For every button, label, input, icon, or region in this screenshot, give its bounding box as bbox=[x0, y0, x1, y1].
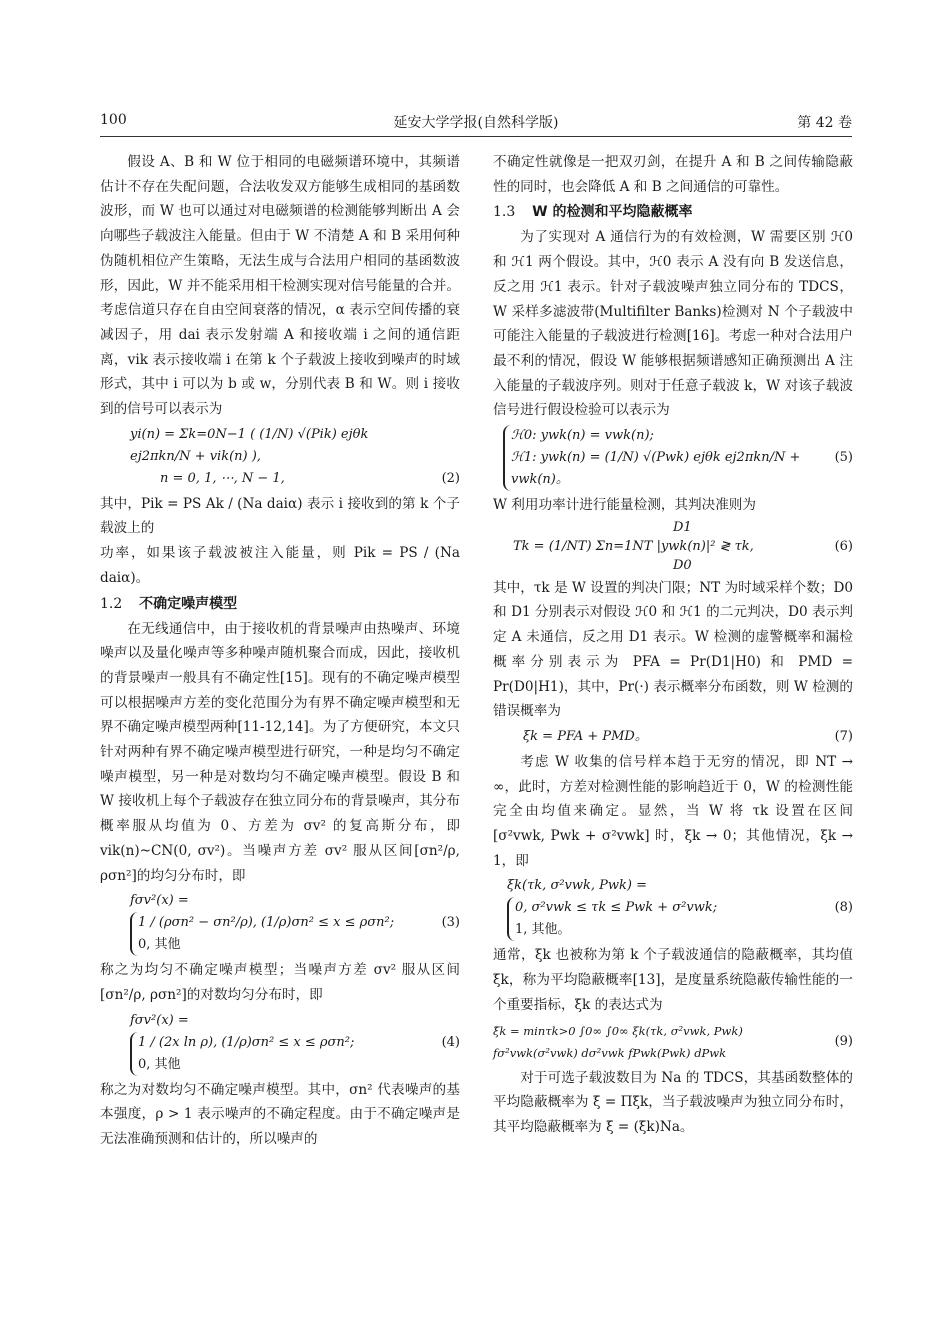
equation-6-tag: (6) bbox=[834, 538, 853, 554]
section-title: W 的检测和平均隐蔽概率 bbox=[532, 204, 693, 221]
equation-4-case1: 1 / (2x ln ρ), (1/ρ)σn² ≤ x ≤ ρσn²; bbox=[138, 1034, 355, 1050]
equation-3 bbox=[100, 890, 460, 956]
equation-2-tag: (2) bbox=[441, 470, 460, 486]
equation-5-tag: (5) bbox=[834, 450, 853, 466]
equation-6-lower-label: D0 bbox=[673, 557, 692, 573]
equation-6-main: Tk = (1/NT) Σn=1NT |ywk(n)|² ≷ τk, bbox=[513, 538, 754, 554]
equation-7-body: ξk = PFA + PMD。 bbox=[523, 728, 648, 744]
equation-8-case2: 1, 其他。 bbox=[515, 922, 571, 938]
equation-4-tag: (4) bbox=[441, 1034, 460, 1050]
equation-3-cases bbox=[130, 912, 394, 956]
equation-9-body: ξ̄k = minτk>0 ∫0∞ ∫0∞ ξk(τk, σ²vwk, Pwk) fσ²vwk(σ²vwk) dσ²vwk fPwk(Pwk) dPwk bbox=[493, 1023, 743, 1060]
equation-2-line1: yi(n) = Σk=0N−1 ( (1/N) √(Pik) ejθk ej2πkn/N + vik(n) ), bbox=[130, 426, 369, 464]
paragraph: 不确定性就像是一把双刃剑，在提升 A 和 B 之间传输隐蔽性的同时，也会降低 A 和 B 之间通信的可靠性。 bbox=[493, 154, 853, 195]
equation-2-line2: n = 0, 1, ⋯, N − 1, bbox=[160, 470, 285, 486]
right-column bbox=[493, 150, 853, 1140]
equation-6-upper-label: D1 bbox=[673, 519, 692, 535]
paragraph: 通常，ξk 也被称为第 k 个子载波通信的隐蔽概率，其均值 ξ̄k，称为平均隐蔽概率[13]，是度量系统隐蔽传输性能的一个重要指标，ξ̄k 的表达式为 bbox=[493, 947, 853, 1013]
equation-4-cases bbox=[130, 1032, 354, 1076]
equation-8-lhs: ξk(τk, σ²vwk, Pwk) = bbox=[507, 878, 647, 894]
journal-title: 延安大学学报(自然科学版) bbox=[393, 115, 559, 131]
equation-6 bbox=[493, 520, 853, 574]
equation-3-case1: 1 / (ρσn² − σn²/ρ), (1/ρ)σn² ≤ x ≤ ρσn²; bbox=[138, 915, 395, 931]
equation-5-case2: ℋ1: ywk(n) = (1/N) √(Pwk) ejθk ej2πkn/N + vwk(n)。 bbox=[511, 450, 801, 488]
equation-8 bbox=[493, 875, 853, 941]
paragraph: 功率，如果该子载波被注入能量，则 Pik = PS / (Na daiα)。 bbox=[100, 545, 460, 586]
paragraph: 对于可选子载波数目为 Na 的 TDCS，其基函数整体的平均隐蔽概率为 ξ̄ = Πξ̄k，当子载波噪声为独立同分布时，其平均隐蔽概率为 ξ̄ = (ξ̄k)Na。 bbox=[493, 1069, 853, 1135]
paragraph: 称之为对数均匀不确定噪声模型。其中，σn² 代表噪声的基本强度，ρ > 1 表示噪声的不确定程度。由于不确定噪声是无法准确预测和估计的，所以噪声的 bbox=[100, 1081, 460, 1148]
paragraph: 其中，Pik = PS Ak / (Na daiα) 表示 i 接收到的第 k 个子载波上的 bbox=[100, 495, 460, 537]
equation-7 bbox=[493, 726, 853, 748]
equation-3-tag: (3) bbox=[441, 915, 460, 931]
equation-4 bbox=[100, 1010, 460, 1076]
equation-8-tag: (8) bbox=[834, 900, 853, 916]
volume-label: 第 42 卷 bbox=[797, 115, 852, 131]
left-column bbox=[100, 150, 460, 1152]
equation-3-case2: 0, 其他 bbox=[138, 937, 181, 953]
equation-7-tag: (7) bbox=[834, 728, 853, 744]
equation-5-cases bbox=[503, 425, 809, 491]
header-rule bbox=[100, 136, 852, 137]
equation-9 bbox=[493, 1020, 853, 1064]
equation-2 bbox=[100, 424, 460, 490]
paragraph: 其中，τk 是 W 设置的判决门限；NT 为时域采样个数；D0 和 D1 分别表示对假设 ℋ0 和 ℋ1 的二元判决，D0 表示判定 A 未通信，反之用 D1 表示。W 检测的虚警概率和漏检概率分别表示为 PFA = Pr(D1|H0) 和 PMD = Pr(D0|H1)，其中，Pr(·) 表示概率分布函数，则 W 检测的错误概率为 bbox=[493, 579, 853, 720]
section-number: 1.3 bbox=[493, 204, 516, 221]
paragraph: 在无线通信中，由于接收机的背景噪声由热噪声、环境噪声以及量化噪声等多种噪声随机聚合而成，因此，接收机的背景噪声一般具有不确定性[15]。现有的不确定噪声模型可以根据噪声方差的变化范围分为有界不确定噪声模型和无界不确定噪声模型两种[11-12,14]。为了方便研究，本文只针对两种有界不确定噪声模型进行研究，一种是均匀不确定噪声模型，另一种是对数均匀不确定噪声模型。假设 B 和 W 接收机上每个子载波存在独立同分布的背景噪声，其分布概率服从均值为 0、方差为 σv² 的复高斯分布，即 vik(n)~CN(0, σv²)。当噪声方差 σv² 服从区间[σn²/ρ, ρσn²]的均匀分布时，即 bbox=[100, 620, 460, 884]
page-number: 100 bbox=[100, 112, 127, 128]
equation-5-case1: ℋ0: ywk(n) = vwk(n); bbox=[511, 428, 654, 444]
equation-3-lhs: fσv²(x) = bbox=[130, 893, 189, 909]
equation-8-case1: 0, σ²vwk ≤ τk ≤ Pwk + σ²vwk; bbox=[515, 900, 718, 916]
section-number: 1.2 bbox=[100, 595, 123, 612]
section-heading-1-2 bbox=[100, 591, 460, 617]
section-title: 不确定噪声模型 bbox=[139, 595, 238, 612]
equation-8-cases bbox=[507, 897, 717, 941]
equation-4-case2: 0, 其他 bbox=[138, 1056, 181, 1072]
paragraph: 称之为均匀不确定噪声模型；当噪声方差 σv² 服从区间[σn²/ρ, ρσn²]的对数均匀分布时，即 bbox=[100, 962, 460, 1003]
paragraph: 为了实现对 A 通信行为的有效检测，W 需要区别 ℋ0 和 ℋ1 两个假设。其中，ℋ0 表示 A 没有向 B 发送信息，反之用 ℋ1 表示。针对子载波噪声独立同分布的 TDCS，W 采样多滤波带(Multifilter Banks)检测对 N 个子载波中可能注入能量的子载波进行检测[16]。考虑一种对合法用户最不利的情况，假设 W 能够根据频谱感知正确预测出 A 注入能量的子载波序列。则对于任意子载波 k，W 对该子载波信号进行假设检验可以表示为 bbox=[493, 229, 853, 419]
equation-9-tag: (9) bbox=[834, 1033, 853, 1049]
paragraph: 考虑 W 收集的信号样本趋于无穷的情况，即 NT → ∞，此时，方差对检测性能的影响趋近于 0，W 的检测性能完全由均值来确定。显然，当 W 将 τk 设置在区间 [σ²vwk, Pwk + σ²vwk] 时，ξk → 0；其他情况，ξk → 1，即 bbox=[493, 753, 853, 869]
paragraph: W 利用功率计进行能量检测，其判决准则为 bbox=[493, 497, 756, 514]
section-heading-1-3 bbox=[493, 199, 853, 225]
equation-5 bbox=[493, 425, 853, 491]
equation-4-lhs: fσv²(x) = bbox=[130, 1012, 189, 1028]
paragraph: 假设 A、B 和 W 位于相同的电磁频谱环境中，其频谱估计不存在失配问题，合法收发双方能够生成相同的基函数波形，而 W 也可以通过对电磁频谱的检测能够判断出 A 会向哪些子载波注入能量。但由于 W 不清楚 A 和 B 采用何种伪随机相位产生策略，无法生成与合法用户相同的基函数波形，因此，W 并不能采用相干检测实现对信号能量的合并。考虑信道只存在自由空间衰落的情况，α 表示空间传播的衰减因子，用 dai 表示发射端 A 和接收端 i 之间的通信距离，vik 表示接收端 i 在第 k 个子载波上接收到噪声的时域形式，其中 i 可以为 b 或 w，分别代表 B 和 W。则 i 接收到的信号可以表示为 bbox=[100, 154, 460, 418]
running-header bbox=[100, 112, 852, 134]
